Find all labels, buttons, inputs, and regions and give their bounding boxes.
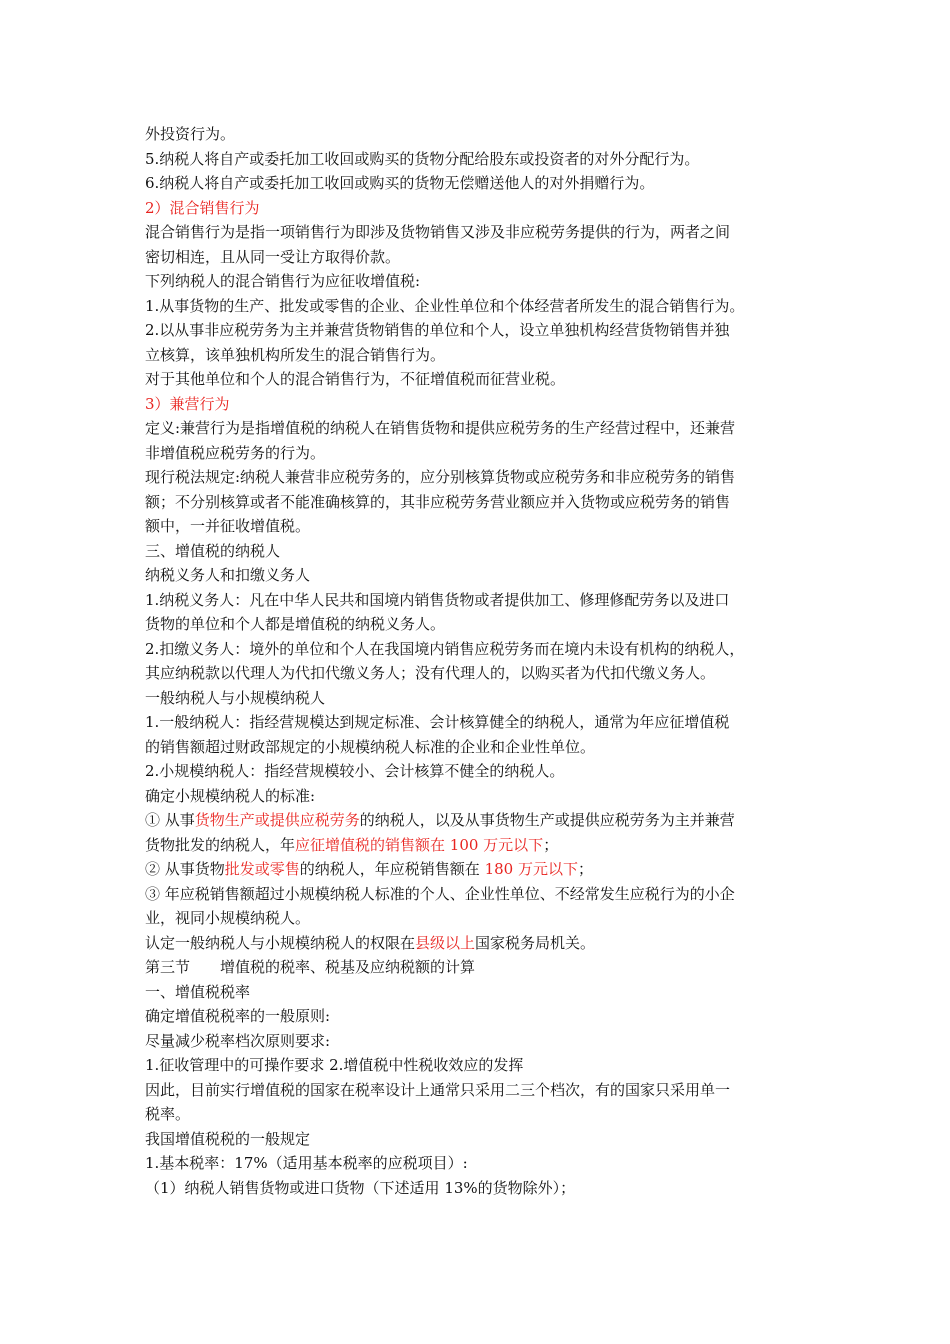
text-run: ③ 年应税销售额超过小规模纳税人标准的个人、企业性单位、不经常发生应税行为的小企 <box>145 884 735 903</box>
text-line <box>145 196 817 221</box>
text-run: 其应纳税款以代理人为代扣代缴义务人；没有代理人的，以购买者为代扣代缴义务人。 <box>145 664 716 682</box>
text-run: 额；不分别核算或者不能准确核算的，其非应税劳务营业额应并入货物或应税劳务的销售 <box>145 492 731 511</box>
text-run: 的纳税人，以及从事货物生产或提供应税劳务为主并兼营 <box>359 811 735 829</box>
text-run: 三、增值税的纳税人 <box>145 541 281 560</box>
document-page <box>145 122 817 1200</box>
text-line <box>145 245 817 270</box>
highlighted-text: 应征增值税的销售额在 100 万元以下 <box>295 835 544 854</box>
text-run: 因此，目前实行增值税的国家在税率设计上通常只采用二三个档次，有的国家只采用单一 <box>145 1080 731 1099</box>
text-run: 的纳税人，年应税销售额在 <box>299 860 485 878</box>
text-run: 货物批发的纳税人，年 <box>145 835 296 854</box>
text-line <box>145 710 817 735</box>
text-line <box>145 784 817 809</box>
text-line <box>145 833 817 858</box>
text-line <box>145 220 817 245</box>
text-line <box>145 931 817 956</box>
text-run: 国家税务局机关。 <box>475 933 596 952</box>
text-run: ； <box>577 860 593 878</box>
text-run: 立核算，该单独机构所发生的混合销售行为。 <box>145 345 446 364</box>
text-line <box>145 343 817 368</box>
text-line <box>145 171 817 196</box>
text-line <box>145 1102 817 1127</box>
text-line <box>145 1029 817 1054</box>
text-run: 对于其他单位和个人的混合销售行为，不征增值税而征营业税。 <box>145 370 566 388</box>
text-line <box>145 563 817 588</box>
text-line <box>145 441 817 466</box>
text-line <box>145 147 817 172</box>
text-run: 我国增值税税的一般规定 <box>145 1129 311 1148</box>
text-line <box>145 1151 817 1176</box>
text-run: ① 从事 <box>145 811 195 829</box>
text-line <box>145 612 817 637</box>
text-run: 确定增值税税率的一般原则: <box>145 1007 331 1025</box>
text-run: 认定一般纳税人与小规模纳税人的权限在 <box>145 933 416 952</box>
text-run: 外投资行为。 <box>145 125 236 143</box>
text-run: 第三节 增值税的税率、税基及应纳税额的计算 <box>145 958 476 976</box>
text-line <box>145 367 817 392</box>
text-line <box>145 955 817 980</box>
highlighted-text: 批发或零售 <box>224 860 300 878</box>
text-line <box>145 980 817 1005</box>
text-run: 确定小规模纳税人的标准: <box>145 786 316 805</box>
text-run: 2.扣缴义务人：境外的单位和个人在我国境内销售应税劳务而在境内未设有机构的纳税人， <box>145 639 745 658</box>
text-line <box>145 686 817 711</box>
text-line <box>145 1078 817 1103</box>
text-run: ； <box>543 835 559 854</box>
text-line <box>145 294 817 319</box>
text-run: 2.小规模纳税人：指经营规模较小、会计核算不健全的纳税人。 <box>145 762 565 780</box>
text-run: 混合销售行为是指一项销售行为即涉及货物销售又涉及非应税劳务提供的行为，两者之间 <box>145 223 731 241</box>
text-run: 1.征收管理中的可操作要求 2.增值税中性税收效应的发挥 <box>145 1056 524 1074</box>
text-run: 额中，一并征收增值税。 <box>145 517 311 535</box>
text-line <box>145 416 817 441</box>
text-run: 2.以从事非应税劳务为主并兼营货物销售的单位和个人，设立单独机构经营货物销售并独 <box>145 321 730 339</box>
text-line <box>145 1127 817 1152</box>
text-run: 非增值税应税劳务的行为。 <box>145 443 326 462</box>
text-run: 一般纳税人与小规模纳税人 <box>145 688 326 707</box>
text-run: 密切相连，且从同一受让方取得价款。 <box>145 247 401 266</box>
text-run: 纳税义务人和扣缴义务人 <box>145 566 311 584</box>
text-line <box>145 1004 817 1029</box>
text-run: 业，视同小规模纳税人。 <box>145 909 311 927</box>
text-run: 1.从事货物的生产、批发或零售的企业、企业性单位和个体经营者所发生的混合销售行为。 <box>145 296 745 315</box>
text-line <box>145 122 817 147</box>
text-line <box>145 318 817 343</box>
text-run: 现行税法规定:纳税人兼营非应税劳务的，应分别核算货物或应税劳务和非应税劳务的销售 <box>145 468 736 486</box>
text-run: 一、增值税税率 <box>145 982 251 1001</box>
text-run: 1.纳税义务人：凡在中华人民共和国境内销售货物或者提供加工、修理修配劳务以及进口 <box>145 590 730 609</box>
text-line <box>145 490 817 515</box>
text-line <box>145 759 817 784</box>
text-line <box>145 808 817 833</box>
text-run: 定义:兼营行为是指增值税的纳税人在销售货物和提供应税劳务的生产经营过程中，还兼营 <box>145 419 736 437</box>
text-run: （1）纳税人销售货物或进口货物（下述适用 13%的货物除外）； <box>145 1178 576 1197</box>
text-line <box>145 882 817 907</box>
highlighted-text: 180 万元以下 <box>484 860 578 878</box>
text-run: 的销售额超过财政部规定的小规模纳税人标准的企业和企业性单位。 <box>145 737 596 756</box>
text-run: 货物的单位和个人都是增值税的纳税义务人。 <box>145 615 446 633</box>
text-run: 下列纳税人的混合销售行为应征收增值税: <box>145 272 421 290</box>
highlighted-text: 县级以上 <box>415 933 476 952</box>
text-run: 6.纳税人将自产或委托加工收回或购买的货物无偿赠送他人的对外捐赠行为。 <box>145 174 655 192</box>
text-line <box>145 906 817 931</box>
text-run: 1.一般纳税人：指经营规模达到规定标准、会计核算健全的纳税人，通常为年应征增值税 <box>145 713 730 731</box>
text-run: 税率。 <box>145 1105 191 1123</box>
text-run: 尽量减少税率档次原则要求: <box>145 1031 331 1050</box>
text-line <box>145 269 817 294</box>
text-line <box>145 1053 817 1078</box>
text-run: ② 从事货物 <box>145 860 225 878</box>
highlighted-text: 3）兼营行为 <box>145 394 230 413</box>
text-line <box>145 735 817 760</box>
text-line <box>145 514 817 539</box>
text-line <box>145 392 817 417</box>
text-line <box>145 661 817 686</box>
text-line <box>145 539 817 564</box>
text-line <box>145 857 817 882</box>
highlighted-text: 2）混合销售行为 <box>145 198 260 217</box>
text-line <box>145 465 817 490</box>
text-run: 1.基本税率：17%（适用基本税率的应税项目）: <box>145 1154 468 1172</box>
text-line <box>145 637 817 662</box>
highlighted-text: 货物生产或提供应税劳务 <box>194 811 360 829</box>
text-line <box>145 1176 817 1201</box>
text-line <box>145 588 817 613</box>
text-run: 5.纳税人将自产或委托加工收回或购买的货物分配给股东或投资者的对外分配行为。 <box>145 149 700 168</box>
